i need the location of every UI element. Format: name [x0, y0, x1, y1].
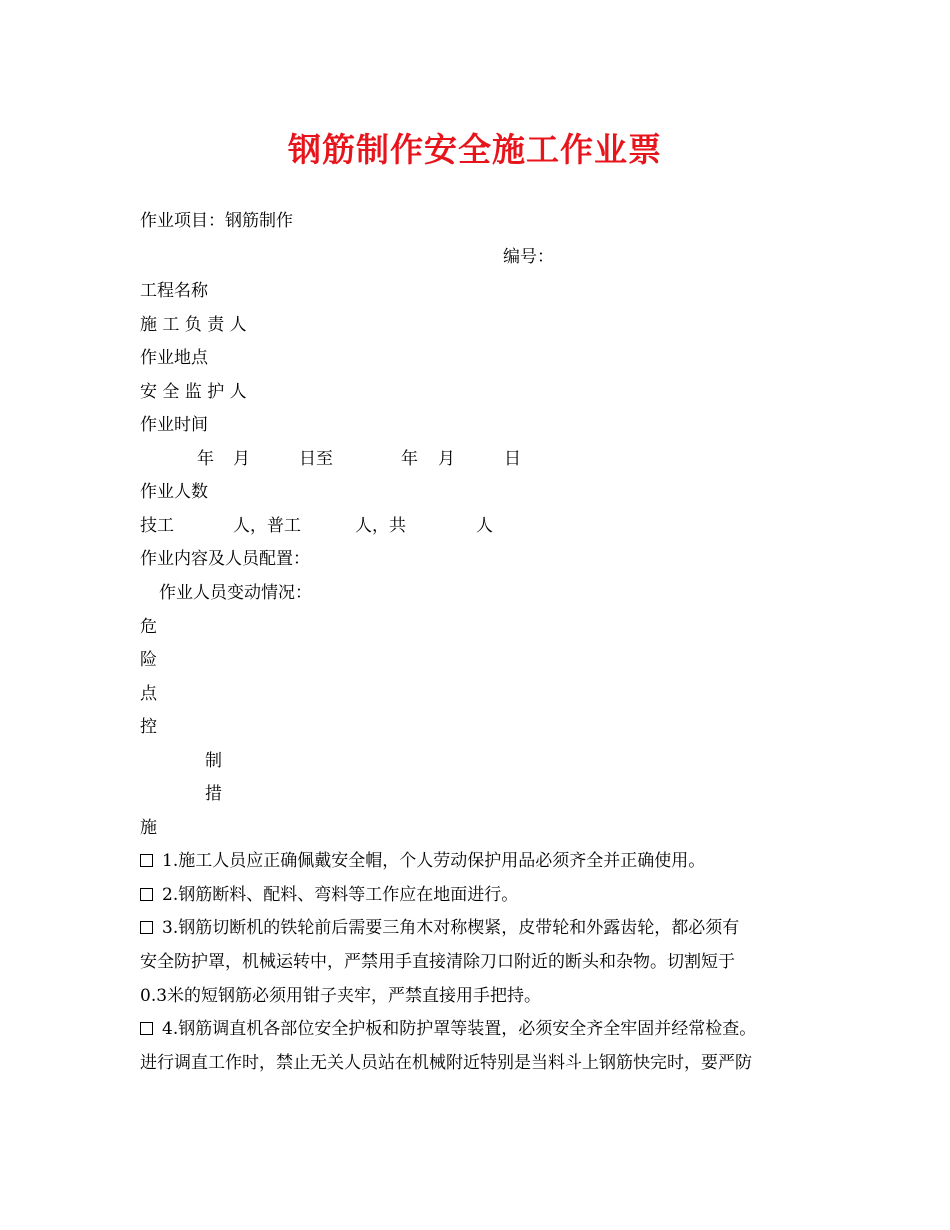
measure-item: [140, 884, 518, 906]
work-time-label: 作业时间: [140, 415, 208, 435]
change-label: 作业人员变动情况：: [159, 583, 312, 603]
general-label: 人，普工: [233, 516, 301, 536]
construction-leader-label: 施 工 负 责 人: [140, 315, 247, 335]
checkbox[interactable]: [140, 854, 153, 867]
measure-text: 1.施工人员应正确佩戴安全帽，个人劳动保护用品必须齐全并正确使用。: [162, 851, 706, 871]
month-start: 月: [233, 449, 250, 469]
work-location-label: 作业地点: [140, 348, 208, 368]
content-label: 作业内容及人员配置：: [140, 549, 310, 569]
total-label: 人，共: [355, 516, 406, 536]
total-unit: 人: [476, 516, 493, 536]
skilled-label: 技工: [140, 516, 174, 536]
checkbox[interactable]: [140, 921, 153, 934]
checkbox[interactable]: [140, 888, 153, 901]
heading-char: 控: [140, 717, 157, 737]
worker-count-label: 作业人数: [140, 482, 208, 502]
year-end: 年: [401, 449, 418, 469]
measure-item: [140, 1018, 756, 1040]
heading-char: 险: [140, 650, 157, 670]
month-end: 月: [438, 449, 455, 469]
year-start: 年: [197, 449, 214, 469]
project-name-label: 工程名称: [140, 281, 208, 301]
measure-item: [140, 850, 705, 872]
measure-text: 2.钢筋断料、配料、弯料等工作应在地面进行。: [162, 885, 519, 905]
heading-char: 点: [140, 684, 157, 704]
day-to: 日至: [299, 449, 333, 469]
measure-text-continued: 进行调直工作时，禁止无关人员站在机械附近特别是当料斗上钢筋快完时，要严防: [140, 1053, 752, 1073]
measure-text-continued: 0.3米的短钢筋必须用钳子夹牢，严禁直接用手把持。: [140, 986, 542, 1006]
measure-text: 3.钢筋切断机的铁轮前后需要三角木对称楔紧，皮带轮和外露齿轮，都必须有: [162, 918, 740, 938]
heading-char: 制: [205, 751, 222, 771]
heading-char: 危: [140, 617, 157, 637]
checkbox[interactable]: [140, 1022, 153, 1035]
measure-text: 4.钢筋调直机各部位安全护板和防护罩等装置，必须安全齐全牢固并经常检查。: [162, 1019, 757, 1039]
measure-item: [140, 917, 739, 939]
day-end: 日: [504, 449, 521, 469]
measure-text-continued: 安全防护罩，机械运转中，严禁用手直接清除刀口附近的断头和杂物。切割短于: [140, 952, 735, 972]
serial-label: 编号：: [503, 247, 554, 267]
heading-char: 施: [140, 818, 157, 838]
project-line: 作业项目：钢筋制作: [140, 211, 293, 231]
safety-guardian-label: 安 全 监 护 人: [140, 382, 247, 402]
heading-char: 措: [205, 784, 222, 804]
page-title: 钢筋制作安全施工作业票: [288, 130, 662, 169]
